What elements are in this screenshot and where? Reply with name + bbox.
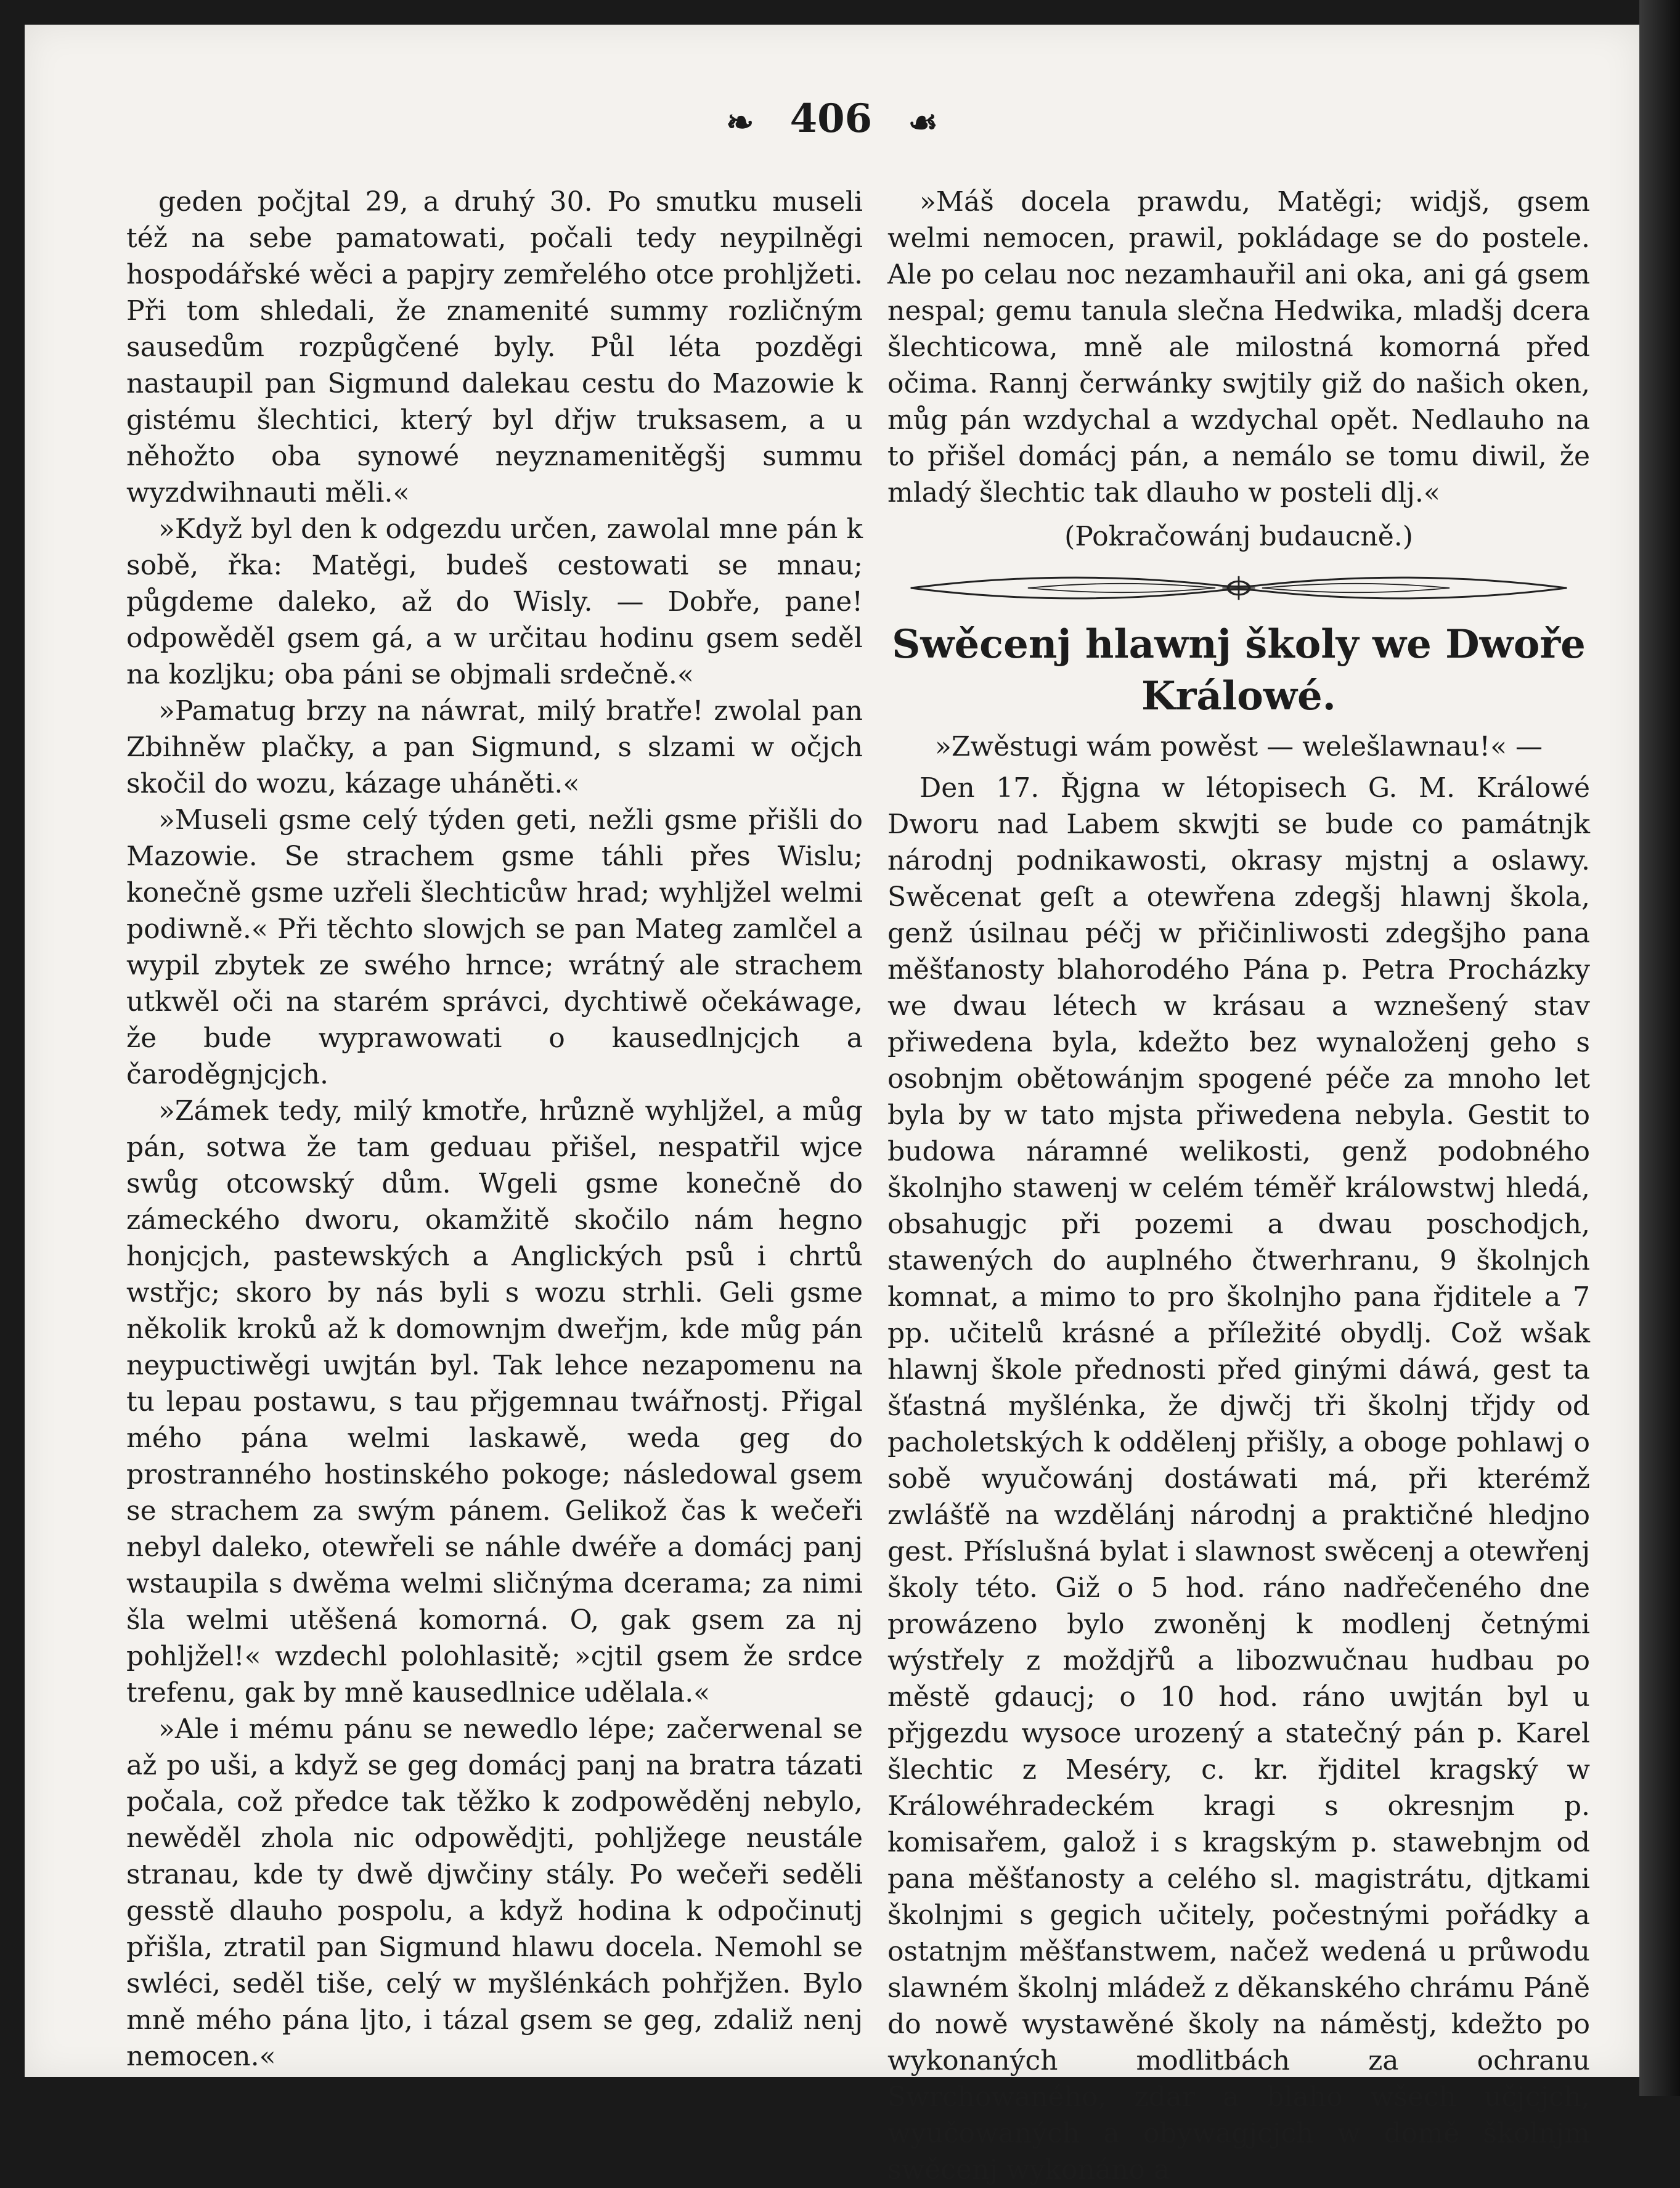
scan-dark-edge bbox=[1639, 0, 1680, 2096]
left-paragraph: »Zámek tedy, milý kmotře, hrůzně wyhljžel, a můg pán, sotwa že tam geduau přišel, nespatřil wjce swůg otcowský dům. Wgeli gsme konečně do zámeckého dworu, okamžitě skočilo nám hegno honjcjch, pastewských a Anglických psů i chrtů wstřjc; skoro by nás byli s wozu strhli. Geli gsme několik kroků až k domownjm dweřjm, kde můg pán neypuctiwěgi uwjtán byl. Tak lehce nezapomenu na tu lepau postawu, s tau přjgemnau twářnostj. Přigal mého pána welmi laskawě, weda geg do prostranného hostinského pokoge; následowal gsem se strachem za swým pánem. Gelikož čas k wečeři nebyl daleko, otewřeli se náhle dwéře a domácj panj wstaupila s dwěma welmi sličnýma dcerama; za nimi šla welmi utěšená komorná. O, gak gsem za nj pohljžel!« wzdechl polohlasitě; »cjtil gsem že srdce trefenu, gak by mně kausedlnice udělala.« bbox=[126, 1095, 863, 1708]
header-ornament-right-icon: ☙ bbox=[908, 102, 938, 142]
left-paragraph: »Pamatug brzy na náwrat, milý bratře! zwolal pan Zbihněw plačky, a pan Sigmund, s slzami w očjch skočil do wozu, kázage uháněti.« bbox=[126, 695, 863, 799]
right-column bbox=[887, 184, 1590, 2188]
left-paragraph: »Když byl den k odgezdu určen, zawolal mne pán k sobě, řka: Matěgi, budeš cestowati se mnau; půgdeme daleko, až do Wisly. — Dobře, pane! odpowěděl gsem gá, a w určitau hodinu gsem seděl na kozljku; oba páni se objmali srdečně.« bbox=[126, 513, 863, 690]
section-paragraph: Den 17. Řjgna w létopisech G. M. Králowé Dworu nad Labem skwjti se bude co památnjk národnj podnikawosti, okrasy mjstnj a oslawy. Swěcenat geſt a otewřena zdegšj hlawnj škola, genž úsilnau péčj w přičinliwosti zdegšjho pana měšťanosty blahorodého Pána p. Petra Procházky we dwau létech w krásau a wznešený stav přiwedena byla, kdežto bez wynaloženj geho s osobnjm obětowánjm spogené péče za mnoho let byla by w tato mjsta přiwedena nebyla. Gestit to budowa náramné welikosti, genž podobného školnjho stawenj w celém téměř králowstwj hledá, obsahugjc při pozemi a dwau poschodjch, stawených do auplného čtwerhranu, 9 školnjch komnat, a mimo to pro školnjho pana řjditele a 7 pp. učitelů krásné a příležité obydlj. Což wšak hlawnj škole přednosti před ginými dáwá, gest ta šťastná myšlénka, že djwčj tři školnj třjdy od pacholetských k oddělenj přišly, a oboge pohlawj o sobě wyučowánj dostáwati má, při kterémž zwlášťě na wzdělánj národnj a praktičné hledjno gest. Příslušná bylat i slawnost swěcenj a otewřenj školy této. Giž o 5 hod. ráno nadřečeného dne prowázeno bylo zwoněnj k modlenj četnými wýstřely z moždjřů a libozwučnau hudbau po městě gdaucj; o 10 hod. ráno uwjtán byl u přjgezdu wysoce urozený a statečný pán p. Karel šlechtic z Meséry, c. kr. řjditel kragský w Králowéhradeckém kragi s okresnjm p. komisařem, galož i s kragským p. stawebnjm od pana měšťanosty a celého sl. magistrátu, djtkami školnjmi s gegich učitely, počestnými pořádky a ostatnjm měšťanstwem, načež wedená u průwodu slawném školnj mládež z děkanského chrámu Páně do nowě wystawěné školy na náměstj, kdežto po wykonaných modlitbách za ochranu Swrchowaného, zdar a blaho wšech učjcjch, wyučowaných a obywagjcjch w domě školnjm swěcenj wykonáno a bbox=[887, 772, 1590, 2186]
left-paragraph: »Museli gsme celý týden geti, nežli gsme přišli do Mazowie. Se strachem gsme táhli přes Wislu; konečně gsme uzřeli šlechticůw hrad; wyhljžel welmi podiwně.« Při těchto slowjch se pan Mateg zamlčel a wypil zbytek ze swého hrnce; wrátný ale strachem utkwěl oči na starém správci, dychtiwě očekáwage, že bude wyprawowati o kausedlnjcjch a čaroděgnjcjch. bbox=[126, 804, 863, 1090]
header-ornament-left-icon: ❧ bbox=[726, 102, 754, 142]
section-motto: »Zwěstugi wám powěst — welešlawnau!« — bbox=[934, 731, 1543, 762]
left-paragraph: geden počjtal 29, a druhý 30. Po smutku museli též na sebe pamatowati, počali tedy neypilněgi hospodářské wěci a papjry zemřelého otce prohljžeti. Při tom shledali, že znamenité summy rozličným sausedům rozpůgčené byly. Půl léta pozděgi nastaupil pan Sigmund dalekau cestu do Mazowie k gistému šlechtici, který byl dřjw truksasem, a u něhožto oba synowé neyznamenitěgšj summu wyzdwihnauti měli.« bbox=[126, 186, 863, 508]
ornamental-divider-icon bbox=[887, 566, 1590, 610]
book-page bbox=[25, 25, 1639, 2186]
section-title: Swěcenj hlawnj školy we Dwoře Králowé. bbox=[892, 621, 1586, 719]
page-number: 406 bbox=[789, 96, 873, 142]
page-header bbox=[25, 96, 1639, 142]
continuation-note: (Pokračowánj budaucně.) bbox=[1064, 521, 1413, 552]
left-column bbox=[126, 184, 863, 2075]
left-paragraph: »Ale i mému pánu se newedlo lépe; začerwenal se až po uši, a když se geg domácj panj na bratra tázati počala, což předce tak těžko k zodpowěděnj nebylo, newěděl zhola nic odpowědjti, pohljžege neustále stranau, kde ty dwě djwčiny stály. Po wečeři seděli gesstě dlauho pospolu, a když hodina k odpočinutj přišla, ztratil pan Sigmund hlawu docela. Nemohl se swléci, seděl tiše, celý w myšlénkách pohřjžen. Bylo mně mého pána ljto, i tázal gsem se geg, zdaliž nenj nemocen.« bbox=[126, 1713, 863, 2072]
right-paragraph: »Máš docela prawdu, Matěgi; widjš, gsem welmi nemocen, prawil, pokládage se do postele. Ale po celau noc nezamhauřil ani oka, ani gá gsem nespal; gemu tanula slečna Hedwika, mladšj dcera šlechticowa, mně ale milostná komorná před očima. Rannj čerwánky swjtily giž do našich oken, můg pán wzdychal a wzdychal opět. Nedlauho na to přišel domácj pán, a nemálo se tomu diwil, že mladý šlechtic tak dlauho w posteli dlj.« bbox=[887, 186, 1590, 508]
